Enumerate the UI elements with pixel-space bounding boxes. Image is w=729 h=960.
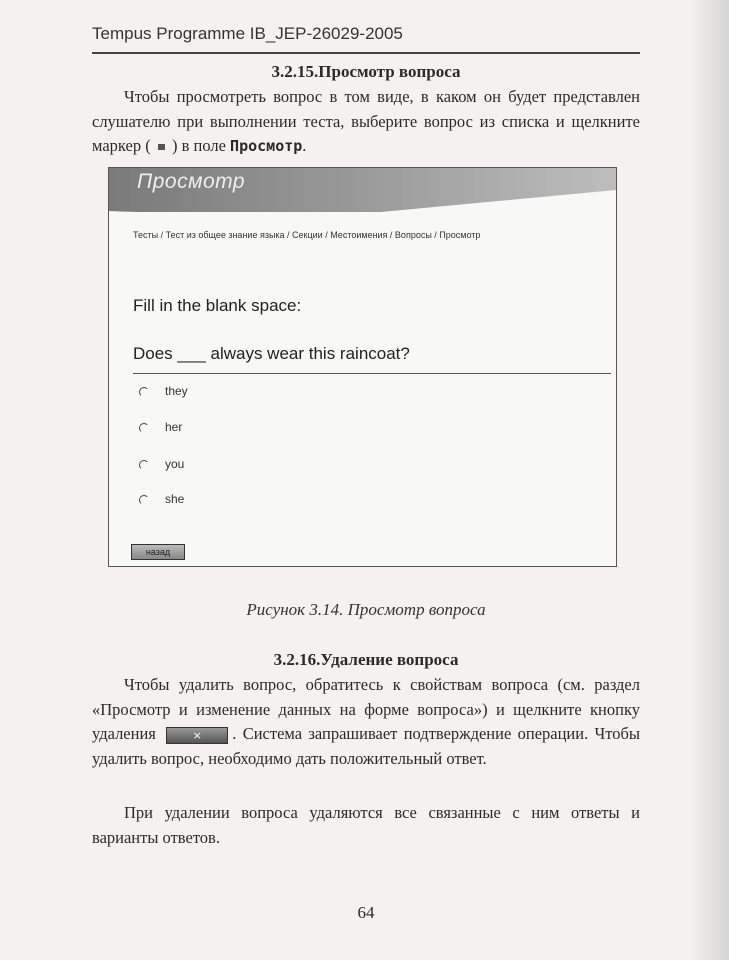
option-label: you (165, 457, 185, 471)
answer-option[interactable] (139, 420, 182, 434)
paragraph-delete (92, 673, 640, 771)
option-label: her (165, 420, 183, 434)
paragraph-text: ) в поле (171, 136, 226, 155)
figure-caption: Рисунок 3.14. Просмотр вопроса (246, 600, 486, 619)
header-rule (92, 52, 640, 54)
banner-title: Просмотр (137, 170, 246, 193)
question-text: Does ___ always wear this raincoat? (133, 344, 410, 363)
breadcrumb[interactable]: Тесты / Тест из общее знание языка / Секции / Местоимения / Вопросы / Просмотр (133, 230, 481, 240)
option-label: they (165, 384, 188, 398)
answer-option[interactable] (139, 492, 184, 506)
preview-marker-icon (158, 144, 165, 150)
question-instruction: Fill in the blank space: (133, 296, 302, 315)
radio-icon[interactable] (139, 495, 149, 505)
page-number: 64 (357, 903, 375, 922)
paragraph-text: Чтобы удалить вопрос, обратитесь к свойствам вопроса (см. раздел «Просмотр и изменение данных на форме вопроса») и щелкните кнопку удаления (92, 675, 640, 743)
paragraph-end: . (302, 136, 307, 155)
answer-option[interactable] (139, 384, 188, 398)
option-label: she (165, 492, 185, 506)
answer-option[interactable] (139, 457, 184, 471)
preview-screenshot (108, 167, 617, 567)
field-name: Просмотр (230, 137, 303, 155)
delete-button-icon: × (166, 727, 228, 744)
section-title-delete: 3.2.16.Удаление вопроса (273, 650, 459, 669)
running-header: Tempus Programme IB_JEP-26029-2005 (92, 24, 403, 43)
paragraph-text: . Система запрашивает подтверждение операции. Чтобы удалить вопрос, необходимо дать положительный ответ. (92, 724, 640, 768)
paragraph-delete-note: При удалении вопроса удаляются все связанные с ним ответы и варианты ответов. (92, 803, 640, 847)
section-title-preview: 3.2.15.Просмотр вопроса (271, 62, 461, 81)
paragraph-preview (92, 85, 640, 159)
radio-icon[interactable] (139, 387, 149, 397)
back-button[interactable]: назад (131, 544, 185, 560)
radio-icon[interactable] (139, 423, 149, 433)
question-divider (133, 373, 611, 374)
paragraph-text: Чтобы просмотреть вопрос в том виде, в каком он будет представлен слушателю при выполнении теста, выберите вопрос из списка и щелкните маркер ( (92, 87, 640, 155)
page-edge-shadow (689, 0, 729, 960)
radio-icon[interactable] (139, 460, 149, 470)
